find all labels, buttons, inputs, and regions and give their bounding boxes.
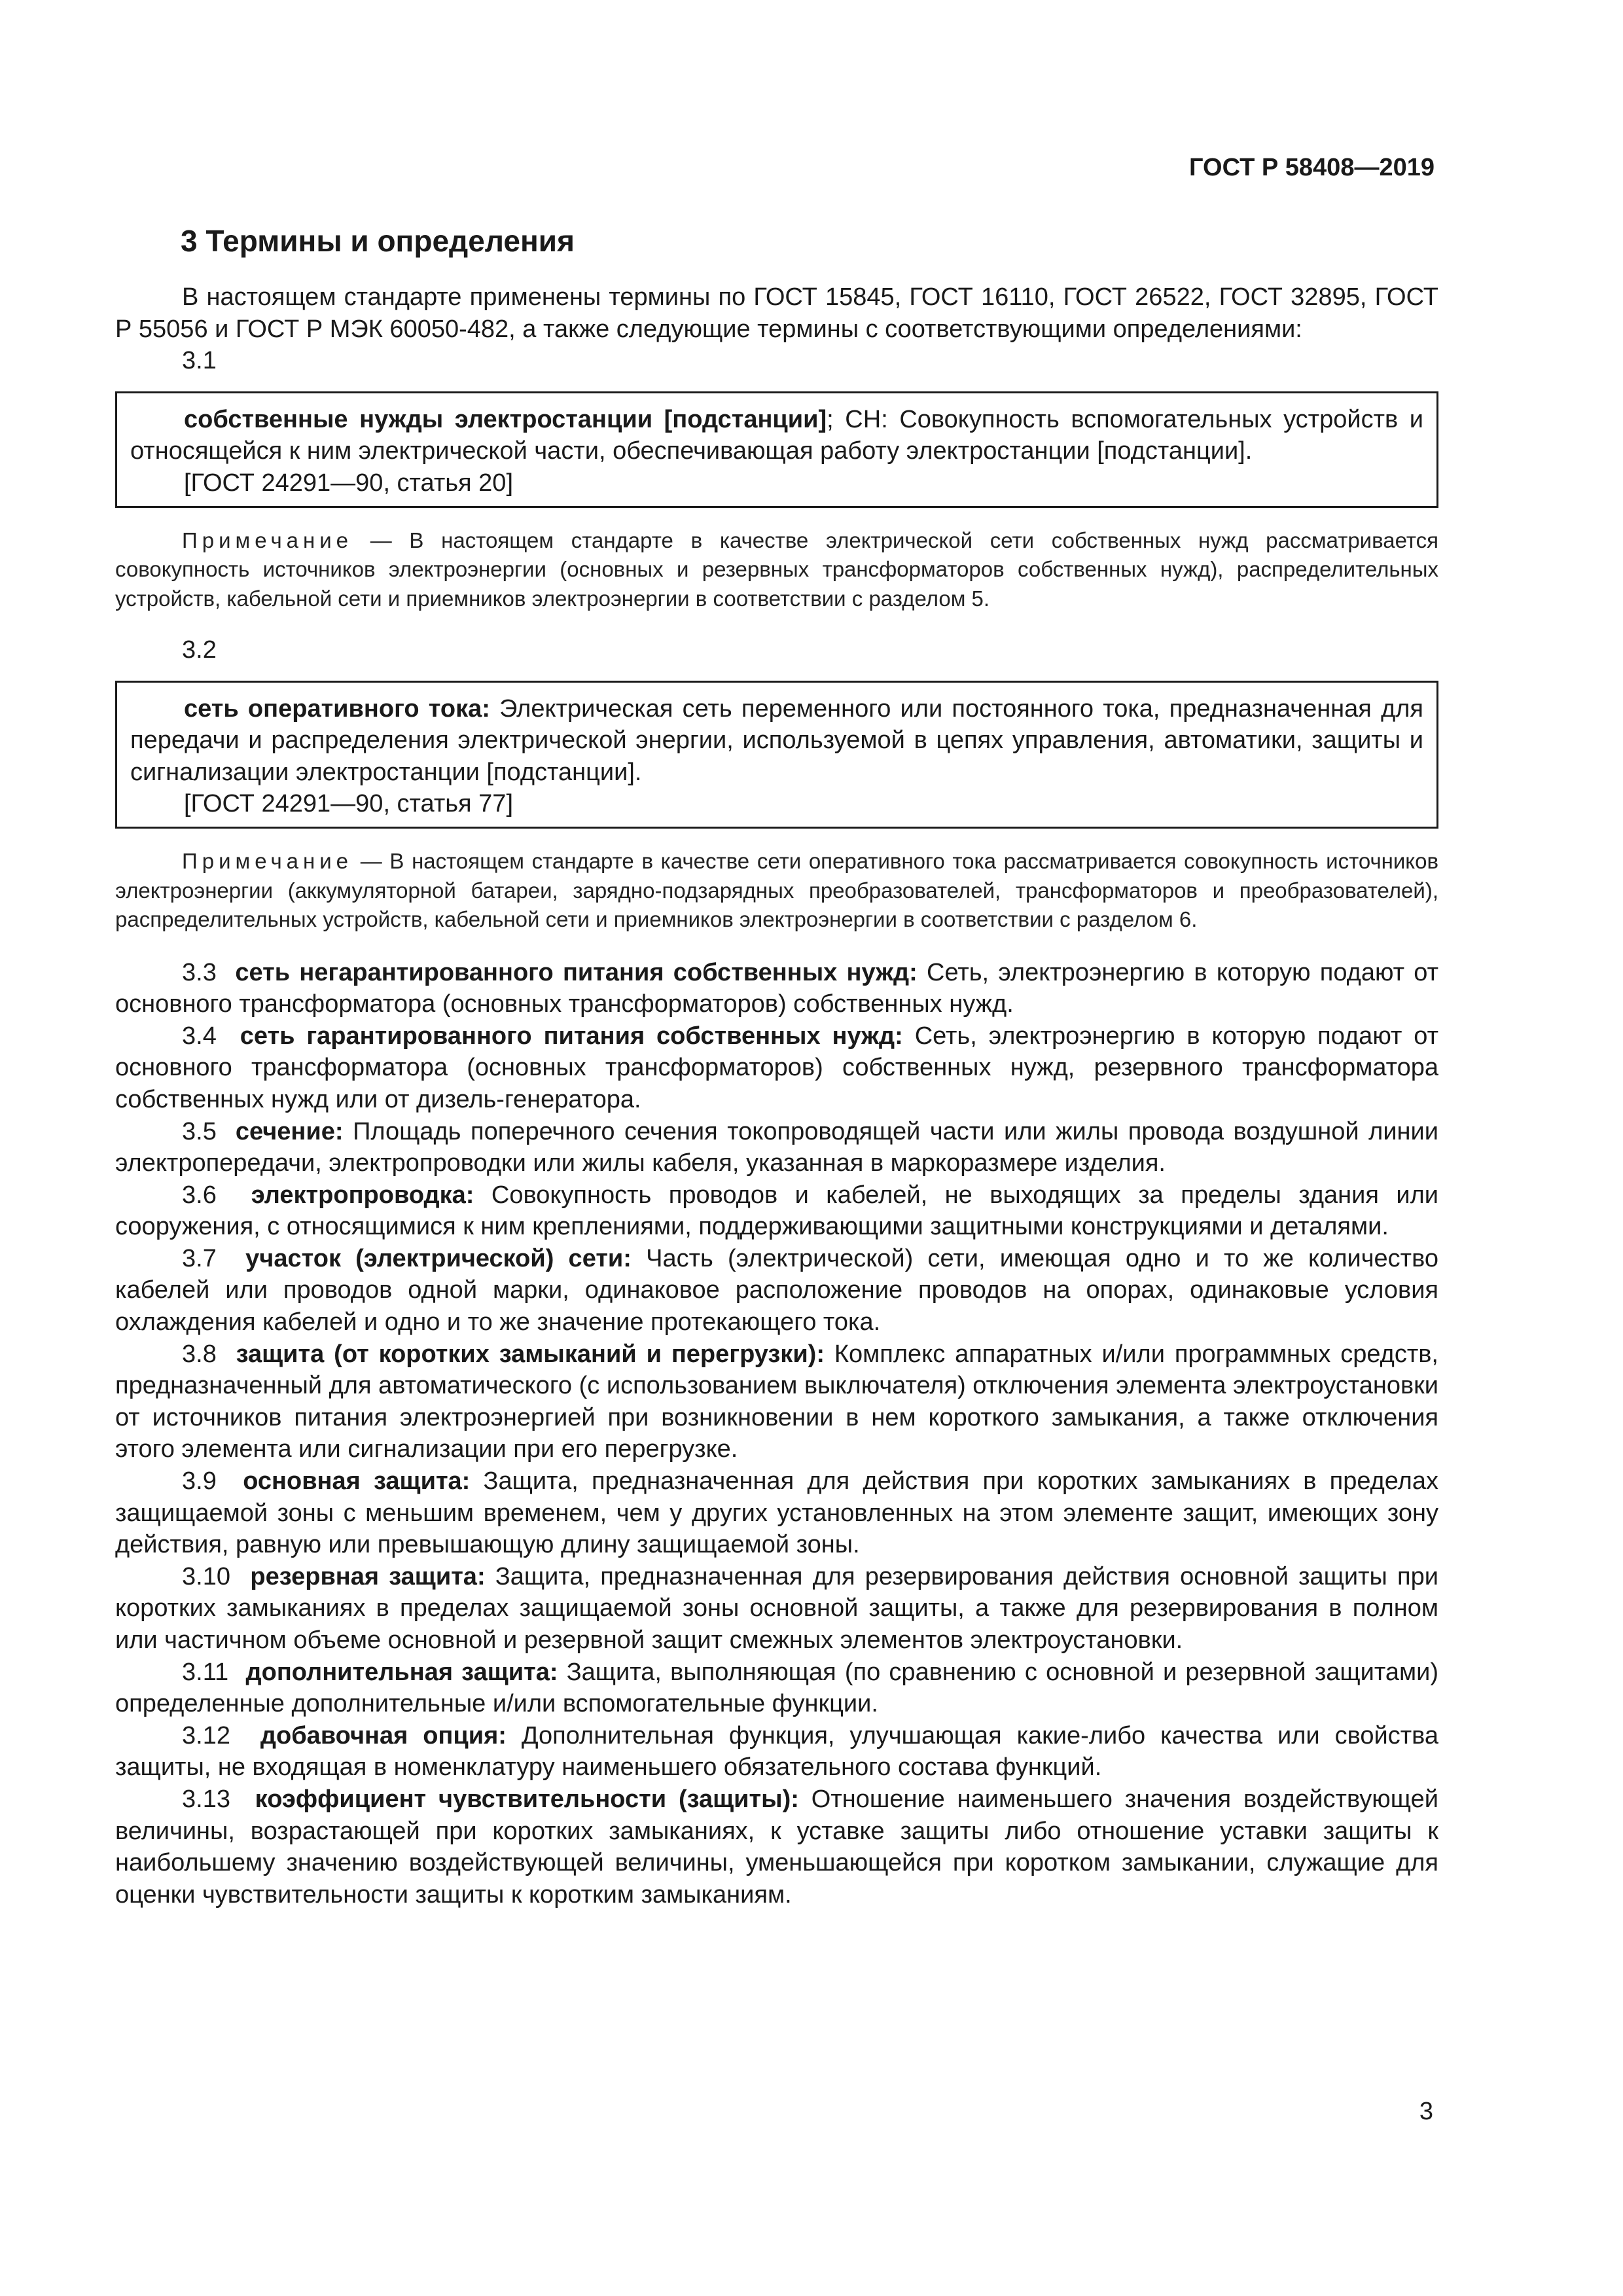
intro-paragraph: В настоящем стандарте применены термины по ГОСТ 15845, ГОСТ 16110, ГОСТ 26522, ГОСТ 32895, ГОСТ Р 55056 и ГОСТ Р МЭК 60050-482, а также следующие термины с соответствующими определениями:: [115, 283, 1438, 343]
term-name: электропроводка:: [251, 1181, 474, 1209]
definition-text: [130, 404, 1423, 467]
term-definition: Защита, предназначенная для резервирования действия основной защиты при коротких замыканиях в пределах защищаемой зоны основной защиты, а также для резервирования в полном или частичном объеме основной и резервной защит смежных элементов электроустановки.: [115, 1562, 1438, 1654]
note-label: Примечание: [182, 849, 353, 874]
term-number: 3.5: [182, 1117, 217, 1145]
term-name: сеть гарантированного питания собственных нужд:: [240, 1022, 903, 1050]
section-title: 3 Термины и определения: [181, 224, 575, 258]
term-number: 3.7: [182, 1244, 217, 1272]
definition-source: [ГОСТ 24291—90, статья 20]: [184, 469, 513, 497]
definition-source: [ГОСТ 24291—90, статья 77]: [184, 790, 513, 818]
document-body: [115, 281, 1438, 1910]
note-paragraph: [115, 526, 1438, 614]
terms-list: [115, 957, 1438, 1911]
note-label: Примечание: [182, 528, 353, 552]
term-number: 3.13: [182, 1785, 230, 1813]
term-name: основная защита:: [243, 1467, 471, 1496]
term-abbreviation: ; СН:: [827, 405, 888, 433]
definition-box: [115, 681, 1438, 829]
term-name: дополнительная защита:: [245, 1658, 558, 1686]
note-text: — В настоящем стандарте в качестве сети оперативного тока рассматривается совокупность источников электроэнергии (аккумуляторной батареи, зарядно-подзарядных преобразователей, трансформаторов и преобразователей), распределительных устройств, кабельной сети и приемников электроэнергии в соответствии с разделом 6.: [115, 849, 1438, 932]
term-name: собственные нужды электростанции [подстанции]: [184, 405, 827, 433]
term-paragraph: [115, 1243, 1438, 1338]
term-number: 3.12: [182, 1721, 230, 1749]
definition-text: [130, 693, 1423, 789]
term-number: 3.4: [182, 1022, 217, 1050]
term-name: защита (от коротких замыканий и перегрузки):: [236, 1340, 825, 1368]
definition-box: [115, 391, 1438, 508]
term-definition: Комплекс аппаратных и/или программных средств, предназначенный для автоматического (с использованием выключателя) отключения элемента электроустановки от источников питания электроэнергией при возникновении в нем короткого замыкания, а также отключения этого элемента или сигнализации при его перегрузке.: [115, 1340, 1438, 1463]
term-paragraph: [115, 1657, 1438, 1720]
term-paragraph: [115, 1338, 1438, 1465]
term-definition: Дополнительная функция, улучшающая какие-либо качества или свойства защиты, не входящая в номенклатуру наименьшего обязательного состава функций.: [115, 1721, 1438, 1782]
term-paragraph: [115, 957, 1438, 1020]
term-name: сечение:: [235, 1117, 344, 1145]
term-definition: Часть (электрической) сети, имеющая одно и то же количество кабелей или проводов одной марки, одинаковое расположение проводов на опорах, одинаковые условия охлаждения кабелей и одно и то же значение протекающего тока.: [115, 1244, 1438, 1336]
term-number: 3.8: [182, 1340, 217, 1368]
term-paragraph: [115, 1179, 1438, 1243]
term-number: 3.6: [182, 1181, 217, 1209]
term-number: 3.11: [182, 1658, 229, 1686]
term-paragraph: [115, 1465, 1438, 1561]
term-number: 3.9: [182, 1467, 217, 1496]
term-paragraph: [115, 1020, 1438, 1116]
term-number: 3.1: [182, 347, 217, 375]
term-name: добавочная опция:: [260, 1721, 507, 1749]
term-definition: Электрическая сеть переменного или постоянного тока, предназначенная для передачи и распределения электрической энергии, используемой в цепях управления, автоматики, защиты и сигнализации электростанции [подстанции].: [130, 694, 1423, 786]
term-paragraph: [115, 1116, 1438, 1179]
term-number: 3.2: [182, 636, 217, 664]
term-paragraph: [115, 1720, 1438, 1784]
note-text: — В настоящем стандарте в качестве электрической сети собственных нужд рассматривается совокупность источников электроэнергии (основных и резервных трансформаторов собственных нужд), распределительных устройств, кабельной сети и приемников электроэнергии в соответствии с разделом 5.: [115, 528, 1438, 611]
term-paragraph: [115, 1561, 1438, 1657]
term-definition: Сеть, электроэнергию в которую подают от основного трансформатора (основных трансформаторов) собственных нужд, резервного трансформатора собственных нужд или от дизель-генератора.: [115, 1022, 1439, 1113]
term-definition: Совокупность вспомогательных устройств и относящейся к ним электрической части, обеспечивающая работу электростанции [подстанции].: [130, 405, 1423, 465]
term-name: сеть оперативного тока:: [184, 694, 490, 723]
term-name: резервная защита:: [250, 1562, 486, 1590]
term-paragraph: [115, 1784, 1438, 1910]
term-definition: Площадь поперечного сечения токопроводящей части или жилы провода воздушной линии электропередачи, электропроводки или жилы кабеля, указанная в маркоразмере изделия.: [115, 1117, 1438, 1177]
term-definition: Защита, выполняющая (по сравнению с основной и резервной защитами) определенные дополнительные и/или вспомогательные функции.: [115, 1658, 1438, 1718]
term-definition: Отношение наименьшего значения воздействующей величины, возрастающей при коротких замыканиях, к уставке защиты либо отношение уставки защиты к наибольшему значению воздействующей величины, уменьшающейся при коротком замыкании, служащие для оценки чувствительности защиты к коротким замыканиям.: [115, 1785, 1438, 1909]
term-definition: Сеть, электроэнергию в которую подают от основного трансформатора (основных трансформаторов) собственных нужд.: [115, 958, 1438, 1018]
term-name: участок (электрической) сети:: [245, 1244, 632, 1272]
term-number: 3.10: [182, 1562, 230, 1590]
page-number: 3: [1419, 2098, 1433, 2125]
term-definition: Защита, предназначенная для действия при коротких замыканиях в пределах защищаемой зоны с меньшим временем, чем у других установленных на этом элементе защит, имеющих зону действия, равную или превышающую длину защищаемой зоны.: [115, 1467, 1438, 1559]
term-name: коэффициент чувствительности (защиты):: [255, 1785, 799, 1813]
document-code: ГОСТ Р 58408—2019: [1189, 154, 1435, 181]
term-number: 3.3: [182, 958, 217, 986]
note-paragraph: [115, 847, 1438, 935]
term-name: сеть негарантированного питания собственных нужд:: [235, 958, 918, 986]
term-definition: Совокупность проводов и кабелей, не выходящих за пределы здания или сооружения, с относящимися к ним креплениями, поддерживающими защитными конструкциями и деталями.: [115, 1181, 1438, 1241]
